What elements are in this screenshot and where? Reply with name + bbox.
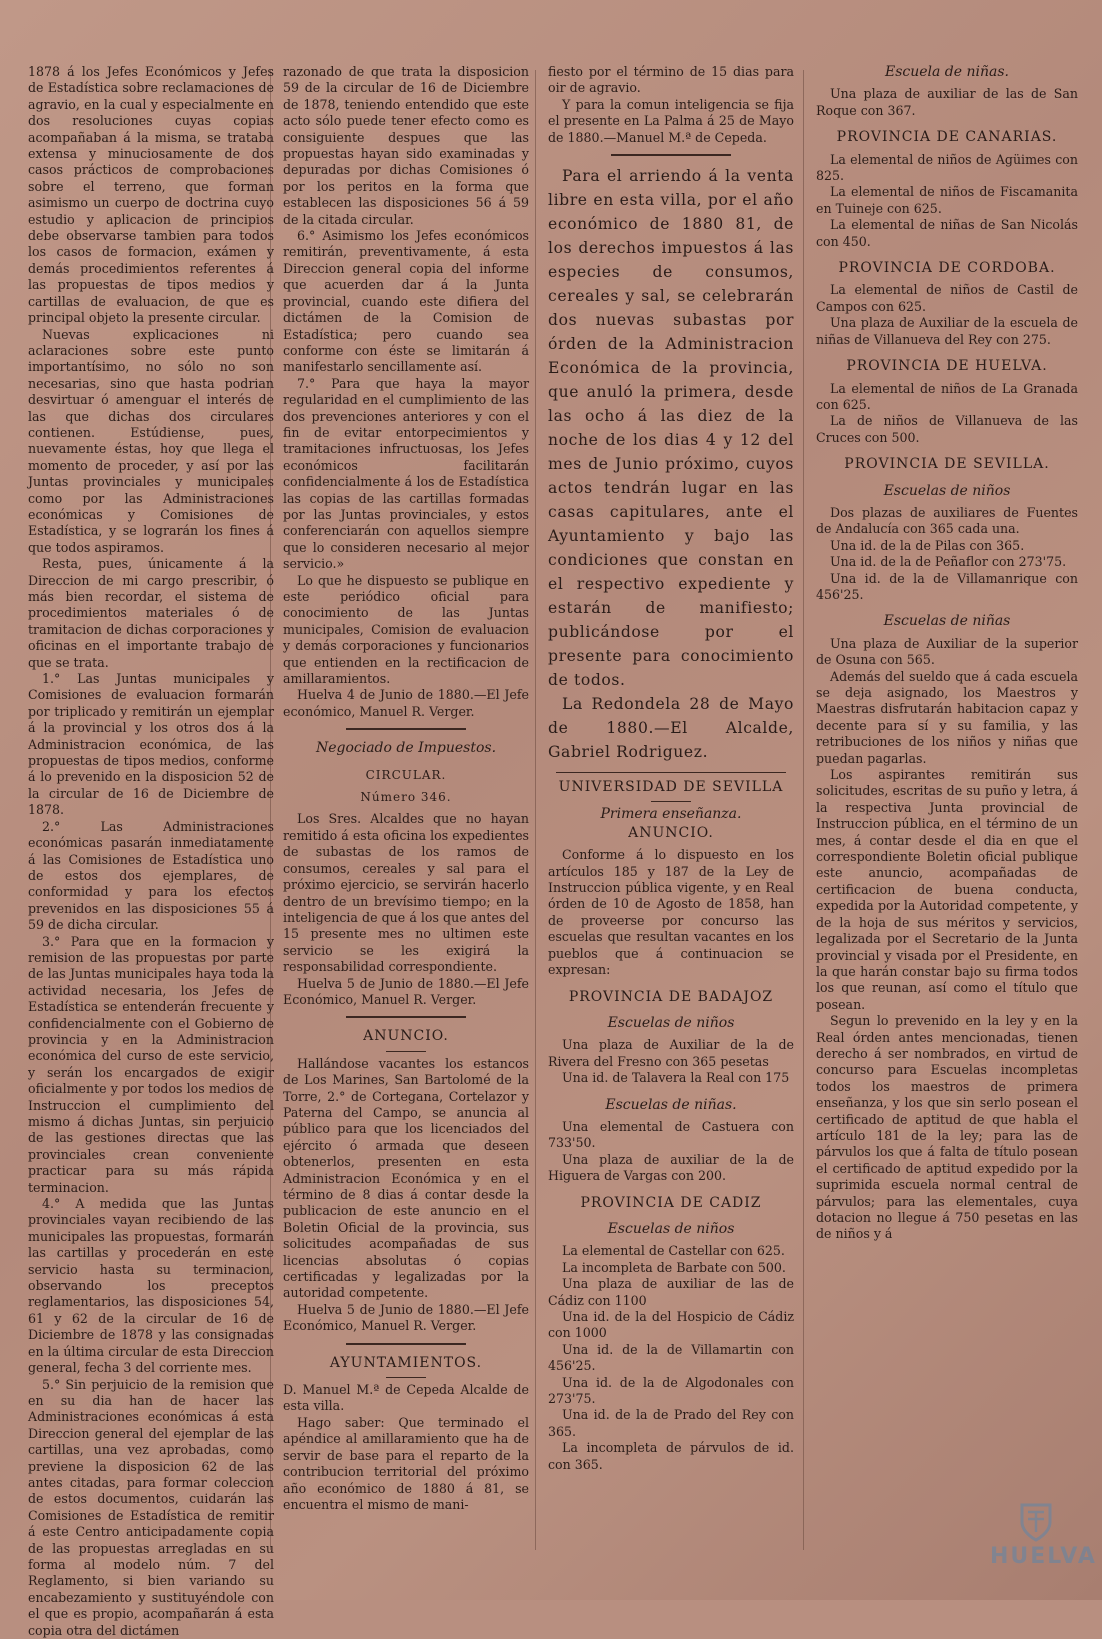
section-heading: AYUNTAMIENTOS.: [283, 1355, 529, 1371]
section-heading: ANUNCIO.: [283, 1028, 529, 1044]
list-item: Una plaza de Auxiliar de la escuela de niñas de Villanueva del Rey con 275.: [816, 315, 1078, 348]
paragraph: 1878 á los Jefes Económicos y Jefes de Estadística sobre reclamaciones de agravio, en la cual y especialmente en dos resoluciones cuyas copias acompañaban á la misma, se trataba extensa y minuciosamente de dos casos prácticos de comprobaciones sobre el terreno, que forman asimismo un cuerpo de doctrina cuyo estudio y aplicacion de principios debe observarse tambien para todos los casos de formacion, exámen y demás procedimientos referentes á las propuestas de tipos medios y cartillas de evaluacion, de que es principal objeto la presente circular.: [28, 64, 274, 327]
section-divider: [556, 772, 786, 773]
paragraph: 5.° Sin perjuicio de la remision que en su dia han de hacer las Administraciones económicas á esta Direccion general del ejemplar de las cartillas, una vez aprobadas, como previene la disposicion 62 de las antes citadas, para formar coleccion de estos documentos, cuidarán las Comisiones de Estadística de remitir á este Centro anticipadamente copia de las propuestas arregladas en su forma al modelo núm. 7 del Reglamento, si bien variando su encabezamiento y sustituyéndole con el que es propio, acompañarán á esta copia otra del dictámen: [28, 1377, 274, 1639]
heading-divider: [651, 801, 691, 802]
paragraph: Además del sueldo que á cada escuela se deja asignado, los Maestros y Maestras disfrutarán habitacion capaz y decente para sí y su familia, y las retribuciones de los niños y niñas que puedan pagarlas.: [816, 669, 1078, 767]
province-heading: PROVINCIA DE HUELVA.: [816, 358, 1078, 374]
list-item: Una plaza de Auxiliar de la de Rivera del Fresno con 365 pesetas: [548, 1037, 794, 1070]
list-item: La elemental de niños de La Granada con 625.: [816, 381, 1078, 414]
school-type-heading: Escuelas de niñas.: [548, 1097, 794, 1113]
column-2: [283, 64, 529, 1513]
paragraph: 2.° Las Administraciones económicas pasarán inmediatamente á las Comisiones de Estadística uno de estos dos ejemplares, de conformidad y para los efectos prevenidos en las disposiciones 55 á 59 de dicha circular.: [28, 819, 274, 934]
province-heading: PROVINCIA DE BADAJOZ: [548, 989, 794, 1005]
paragraph: Los Sres. Alcaldes que no hayan remitido á esta oficina los expedientes de subastas de los ramos de consumos, cereales y sal para el próximo ejercicio, se servirán hacerlo dentro de un brevísimo tiempo; en la inteligencia de que á los que antes del 15 presente mes no ultimen este servicio se les exigirá la responsabilidad correspondiente.: [283, 811, 529, 975]
crest-icon: [1019, 1502, 1053, 1542]
list-item: La elemental de niños de Castil de Campos con 625.: [816, 282, 1078, 315]
section-subheading: CIRCULAR.: [283, 767, 529, 783]
section-divider: [346, 1343, 466, 1345]
list-item: La elemental de niños de Fiscamanita en Tuineje con 625.: [816, 184, 1078, 217]
stamp-text: HUELVA: [990, 1544, 1082, 1569]
paragraph: 1.° Las Juntas municipales y Comisiones de evaluacion formarán por triplicado y remitirán un ejemplar á la provincial y los otros dos á la Administracion económica, de las propuestas de tipos medios, conforme á lo prevenido en la disposicion 52 de la circular de 16 de Diciembre de 1878.: [28, 671, 274, 819]
province-heading: PROVINCIA DE CORDOBA.: [816, 260, 1078, 276]
paragraph: Lo que he dispuesto se publique en este periódico oficial para conocimiento de las Juntas municipales, Comision de evaluacion y demás corporaciones y funcionarios que entienden en la rectificacion de amillaramientos.: [283, 573, 529, 688]
signature-line: Huelva 5 de Junio de 1880.—El Jefe Económico, Manuel R. Verger.: [283, 976, 529, 1009]
list-item: Una plaza de auxiliar de las de San Roque con 367.: [816, 86, 1078, 119]
list-item: Una id. de la de Peñaflor con 273'75.: [816, 554, 1078, 570]
school-type-heading: Escuela de niñas.: [816, 64, 1078, 80]
heading-divider: [386, 1377, 426, 1378]
list-item: La elemental de niños de Agüimes con 825.: [816, 152, 1078, 185]
school-type-heading: Escuelas de niños: [816, 483, 1078, 499]
list-item: La incompleta de Barbate con 500.: [548, 1260, 794, 1276]
column-rule: [535, 70, 536, 1550]
paragraph: Nuevas explicaciones ni aclaraciones sobre este punto importantísimo, no sólo no son necesarias, sino que hasta podrian desvirtuar ó amenguar el interés de las que dichas dos circulares contienen. Estúdiense, pues, nuevamente éstas, hoy que llega el momento de proceder, y así por las Juntas provinciales y municipales como por las Administraciones económicas y Comisiones de Estadística, y se lograrán los fines á que todos aspiramos.: [28, 327, 274, 557]
signature-line: Huelva 5 de Junio de 1880.—El Jefe Económico, Manuel R. Verger.: [283, 1302, 529, 1335]
list-item: Una id. de la del Hospicio de Cádiz con 1000: [548, 1309, 794, 1342]
list-item: Dos plazas de auxiliares de Fuentes de Andalucía con 365 cada una.: [816, 505, 1078, 538]
list-item: Una id. de la de Prado del Rey con 365.: [548, 1407, 794, 1440]
list-item: Una id. de la de Pilas con 365.: [816, 538, 1078, 554]
paragraph: Conforme á lo dispuesto en los artículos 185 y 187 de la Ley de Instruccion pública vigente, y en Real órden de 10 de Agosto de 1858, han de proveerse por concurso las escuelas que resultan vacantes en los pueblos que á continuacion se expresan:: [548, 847, 794, 978]
list-item: La incompleta de párvulos de id. con 365.: [548, 1440, 794, 1473]
school-type-heading: Escuelas de niñas: [816, 613, 1078, 629]
column-3: [548, 64, 794, 1473]
list-item: Una id. de la de Algodonales con 273'75.: [548, 1375, 794, 1408]
paragraph: 3.° Para que en la formacion y remision de las propuestas por parte de las Juntas municipales haya toda la actividad necesaria, los Jefes de Estadística se entenderán frecuente y confidencialmente con el Gobierno de provincia y en la Administracion económica del curso de este servicio, y serán los encargados de exigir oficialmente y por todos los medios de Instruccion el cumplimiento del mismo á dichas Juntas, sin perjuicio de las gestiones directas que las provinciales crean conveniente practicar para su más rápida terminacion.: [28, 934, 274, 1197]
province-heading: PROVINCIA DE SEVILLA.: [816, 456, 1078, 472]
school-type-heading: Escuelas de niños: [548, 1015, 794, 1031]
paragraph: Los aspirantes remitirán sus solicitudes, escritas de su puño y letra, á la respectiva Junta provincial de Instruccion pública, en el término de un mes, á contar desde el dia en que el correspondiente Boletin oficial publique este anuncio, acompañadas de certificacion de buena conducta, expedida por la Autoridad competente, y de la hoja de sus méritos y servicios, legalizada por el Secretario de la Junta provincial y visada por el Presidente, en la que harán constar bajo su firma todos los que reunan, así como el título que posean.: [816, 767, 1078, 1013]
signature-line: Huelva 4 de Junio de 1880.—El Jefe económico, Manuel R. Verger.: [283, 687, 529, 720]
paragraph: Segun lo prevenido en la ley y en la Real órden antes mencionadas, tienen derecho á ser nombrados, en virtud de concurso para Escuelas incompletas todos los maestros de primera enseñanza, y los que sin serlo posean el certificado de aptitud de que habla el artículo 181 de la ley; para las de párvulos los que á falta de título posean el certificado de aptitud expedido por la suprimida escuela normal central de párvulos; para las elementales, cuya dotacion no llegue á 750 pesetas en las de niños y á: [816, 1013, 1078, 1243]
library-stamp: [990, 1502, 1082, 1574]
column-4: [816, 64, 1078, 1243]
paragraph: Y para la comun inteligencia se fija el presente en La Palma á 25 de Mayo de 1880.—Manuel M.ª de Cepeda.: [548, 97, 794, 146]
section-heading: Negociado de Impuestos.: [283, 740, 529, 756]
alcalde-heading: D. Manuel M.ª de Cepeda Alcalde de esta villa.: [283, 1382, 529, 1415]
list-item: Una plaza de auxiliar de las de Cádiz con 1100: [548, 1276, 794, 1309]
list-item: Una id. de Talavera la Real con 175: [548, 1070, 794, 1086]
list-item: Una plaza de Auxiliar de la superior de Osuna con 565.: [816, 636, 1078, 669]
list-item: La de niños de Villanueva de las Cruces con 500.: [816, 413, 1078, 446]
province-heading: PROVINCIA DE CANARIAS.: [816, 129, 1078, 145]
paragraph: Hago saber: Que terminado el apéndice al amillaramiento que ha de servir de base para el reparto de la contribucion territorial del próximo año económico de 1880 á 81, se encuentra el mismo de mani-: [283, 1415, 529, 1513]
paragraph: razonado de que trata la disposicion 59 de la circular de 16 de Diciembre de 1878, teniendo entendido que este acto sólo puede tener efecto como es consiguiente despues que las propuestas hayan sido examinadas y depuradas por dichas Comisiones ó por los peritos en la forma que establecen las disposiciones 56 á 59 de la citada circular.: [283, 64, 529, 228]
list-item: Una id. de la de Villamanrique con 456'25.: [816, 571, 1078, 604]
section-subheading: ANUNCIO.: [548, 825, 794, 841]
paragraph: 4.° A medida que las Juntas provinciales vayan recibiendo de las municipales las propuestas, formarán las cartillas y procederán en este servicio hasta su terminacion, observando los preceptos reglamentarios, las disposiciones 54, 61 y 62 de la circular de 16 de Diciembre de 1878 y las consignadas en la última circular de esta Direccion general, fecha 3 del corriente mes.: [28, 1196, 274, 1376]
province-heading: PROVINCIA DE CADIZ: [548, 1195, 794, 1211]
school-type-heading: Escuelas de niños: [548, 1221, 794, 1237]
heading-divider: [386, 1051, 426, 1052]
paragraph: Hallándose vacantes los estancos de Los Marines, San Bartolomé de la Torre, 2.° de Cortegana, Cortelazor y Paterna del Campo, se anuncia al público para que los licenciados del ejército ó armada que deseen obtenerlos, presenten en esta Administracion Económica y en el término de 8 dias á contar desde la publicacion de este anuncio en el Boletin Oficial de la provincia, sus solicitudes acompañadas de sus licencias absolutas ó copias certificadas y legalizadas por la autoridad competente.: [283, 1056, 529, 1302]
section-heading: UNIVERSIDAD DE SEVILLA: [548, 779, 794, 795]
paragraph-large: Para el arriendo á la venta libre en esta villa, por el año económico de 1880 81, de los derechos impuestos á las especies de consumos, cereales y sal, se celebrarán dos nuevas subastas por órden de la Administracion Económica de la provincia, que anuló la primera, desde las ocho á las diez de la noche de los dias 4 y 12 del mes de Junio próximo, cuyos actos tendrán lugar en las casas capitulares, ante el Ayuntamiento y bajo las condiciones que constan en el respectivo expediente y estarán de manifiesto; publicándose por el presente para conocimiento de todos.: [548, 164, 794, 692]
section-divider: [346, 1016, 466, 1018]
list-item: Una id. de la de Villamartin con 456'25.: [548, 1342, 794, 1375]
section-divider: [346, 728, 466, 730]
section-subheading: Primera enseñanza.: [548, 806, 794, 822]
section-divider: [611, 154, 731, 156]
column-1: [28, 64, 274, 1639]
list-item: La elemental de niñas de San Nicolás con 450.: [816, 217, 1078, 250]
column-rule: [803, 70, 804, 1550]
paragraph: Resta, pues, únicamente á la Direccion de mi cargo prescribir, ó más bien recordar, el sistema de procedimientos materiales ó de tramitacion de dichas corporaciones y oficinas en el importante trabajo de que se trata.: [28, 556, 274, 671]
paragraph: fiesto por el término de 15 dias para oir de agravio.: [548, 64, 794, 97]
circular-number: Número 346.: [283, 789, 529, 805]
list-item: Una elemental de Castuera con 733'50.: [548, 1119, 794, 1152]
list-item: La elemental de Castellar con 625.: [548, 1243, 794, 1259]
paragraph: 6.° Asimismo los Jefes económicos remitirán, preventivamente, á esta Direccion general copia del informe que acuerden dar á la Junta provincial, cuando este difiera del dictámen de la Comision de Estadística; pero cuando sea conforme con éste se limitarán á manifestarlo sencillamente así.: [283, 228, 529, 376]
paragraph: 7.° Para que haya la mayor regularidad en el cumplimiento de las dos prevenciones anteriores y con el fin de evitar entorpecimientos y tramitaciones infructuosas, los Jefes económicos facilitarán confidencialmente á los de Estadística las copias de las cartillas formadas por las Juntas provinciales, y estos conferenciarán con aquellos siempre que lo consideren necesario al mejor servicio.»: [283, 376, 529, 573]
list-item: Una plaza de auxiliar de la de Higuera de Vargas con 200.: [548, 1152, 794, 1185]
signature-line: La Redondela 28 de Mayo de 1880.—El Alcalde, Gabriel Rodriguez.: [548, 692, 794, 764]
